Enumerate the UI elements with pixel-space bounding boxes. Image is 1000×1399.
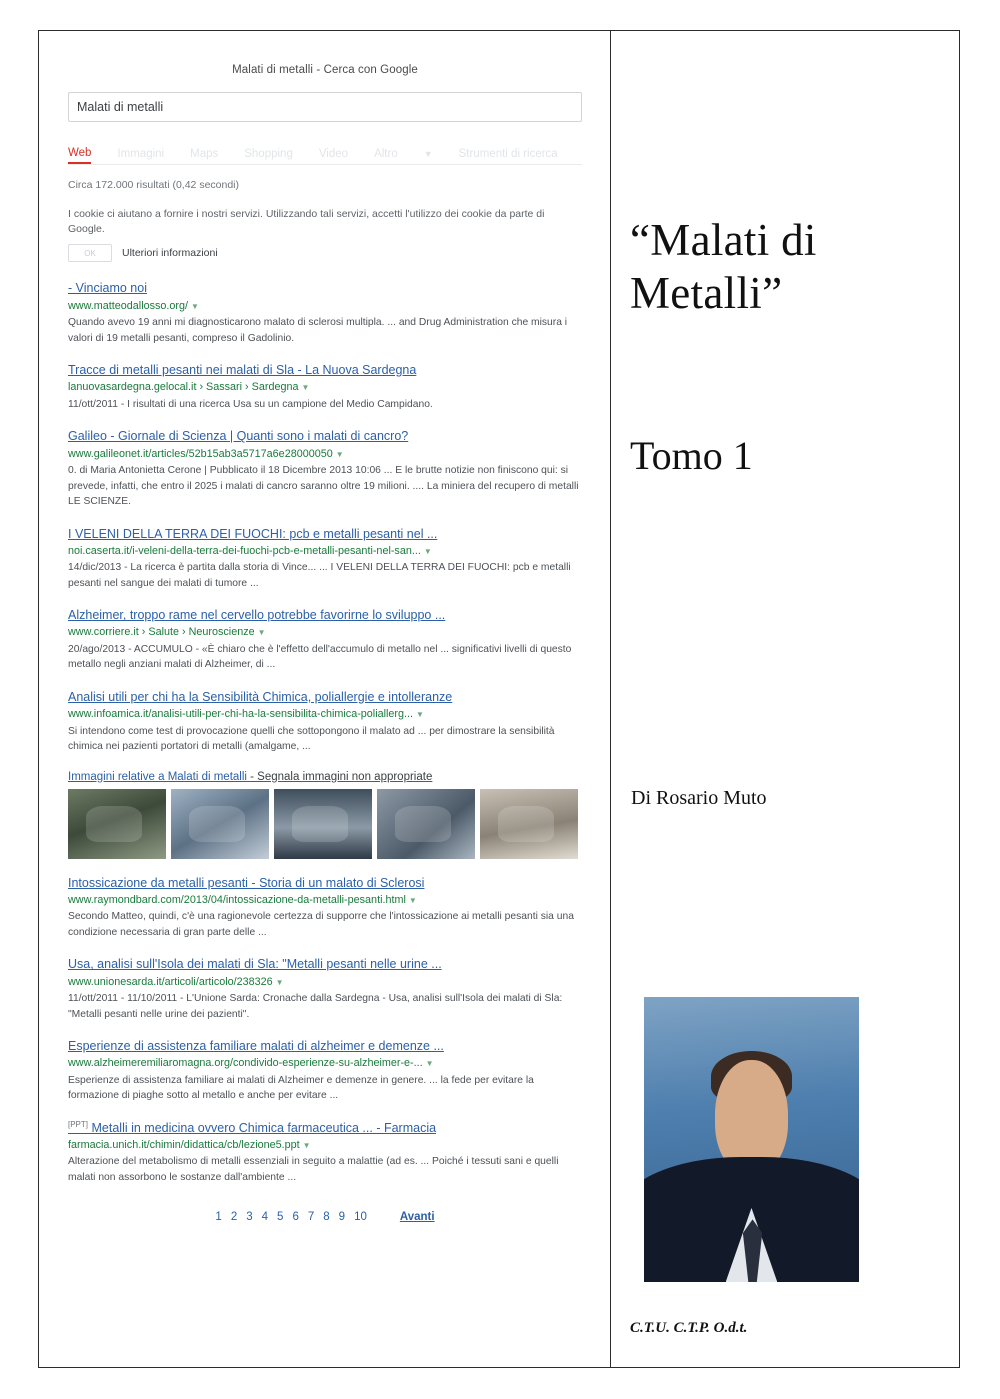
result-title-link[interactable]: Usa, analisi sull'Isola dei malati di Sla: "Metalli pesanti nelle urine ... [68,957,442,972]
result-url-text: www.galileonet.it/articles/52b15ab3a5717a6e28000050 [68,447,333,460]
result-url [68,1056,582,1071]
result-snippet: 11/ott/2011 - 11/10/2011 - L'Unione Sarda: Cronache dalla Sardegna - Usa, analisi sull'Isola dei malati di Sla: "Metalli pesanti nelle urine dei pazienti". [68,993,563,1020]
page-link-8[interactable]: 8 [323,1211,330,1224]
result-title-link[interactable]: Galileo - Giornale di Scienza | Quanti sono i malati di cancro? [68,429,409,444]
image-thumbnail-1[interactable] [68,789,166,859]
page-link-4[interactable]: 4 [261,1211,269,1224]
page-link-9[interactable]: 9 [338,1211,346,1224]
result-url [68,299,582,314]
cookie-ok-button[interactable]: OK [68,244,112,262]
image-thumbnail-4[interactable] [377,789,475,859]
result-url [68,1138,582,1153]
result-url-text: www.alzheimeremiliaromagna.org/condivido-esperienze-su-alzheimer-e-... [68,1057,423,1070]
image-thumbnail-strip [68,789,582,859]
next-page-link[interactable]: Avanti [399,1211,435,1224]
author-portrait-photo [644,997,859,1282]
chevron-down-icon[interactable]: ▼ [257,628,266,638]
image-thumbnail-5[interactable] [480,789,578,859]
chevron-down-icon[interactable]: ▼ [423,546,432,556]
result-url [68,893,582,908]
page-divider [610,30,611,1368]
tab-maps[interactable]: Maps [190,148,219,160]
pagination [68,1211,582,1223]
page-link-1[interactable]: 1 [215,1211,222,1224]
cookie-notice [68,207,582,262]
page-link-2[interactable]: 2 [230,1211,238,1224]
cookie-notice-text: I cookie ci aiutano a fornire i nostri servizi. Utilizzando tali servizi, accetti l'utilizzo dei cookie da parte di Google. [68,208,545,236]
search-result [68,607,582,673]
search-tabs [68,142,582,165]
result-url-text: lanuovasardegna.gelocal.it › Sassari › Sardegna [68,381,299,394]
result-url-text: www.unionesarda.it/articoli/articolo/238326 [68,975,273,988]
result-url-text: noi.caserta.it/i-veleni-della-terra-dei-fuochi-pcb-e-metalli-pesanti-nel-san... [68,544,421,557]
search-result [68,956,582,1022]
result-snippet: Quando avevo 19 anni mi diagnosticarono malato di sclerosi multipla. ... and Drug Administration che misura i valori di 19 metalli pesanti, compreso il Gadolinio. [68,317,568,344]
tab-shopping[interactable]: Shopping [244,148,293,160]
search-results-list [68,280,582,1185]
page-link-10[interactable]: 10 [354,1211,367,1224]
result-url [68,975,582,990]
chevron-down-icon[interactable]: ▼ [191,301,199,311]
image-block-title-link[interactable]: Immagini relative a Malati di metalli [68,770,247,783]
result-url-text: www.infoamica.it/analisi-utili-per-chi-ha-la-sensibilita-chimica-poliallerg... [68,708,414,721]
page-link-3[interactable]: 3 [246,1211,253,1224]
result-url [68,625,582,640]
image-thumbnail-2[interactable] [171,789,269,859]
result-url-text: farmacia.unich.it/chimin/didattica/cb/lezione5.ppt [68,1138,300,1151]
chevron-down-icon[interactable]: ▼ [416,710,424,720]
result-snippet: 14/dic/2013 - La ricerca è partita dalla storia di Vince... ... I VELENI DELLA TERRA DEI FUOCHI: pcb e metalli pesanti nel sangue dei malati di tumore ... [68,562,571,589]
book-cover [612,32,958,1362]
google-search-screenshot [40,32,610,1362]
search-result [68,875,582,941]
cookie-more-info-link[interactable]: Ulteriori informazioni [122,246,218,259]
search-result [68,1120,582,1186]
search-input[interactable] [68,92,582,122]
tab-altro[interactable]: Altro [374,148,398,160]
search-result [68,428,582,509]
search-result [68,1038,582,1104]
result-url [68,707,582,722]
search-result [68,689,582,755]
file-type-badge: [PPT] [68,1119,89,1129]
result-snippet: 11/ott/2011 - I risultati di una ricerca Usa su un campione del Medio Campidano. [68,398,433,410]
result-url [68,544,582,559]
chevron-down-icon: ▼ [423,149,433,159]
cover-title [630,214,950,320]
result-snippet: 20/ago/2013 - ACCUMULO - «È chiaro che è l'effetto dell'accumulo di metallo nel ... significativi livelli di questo metallo negli anziani malati di Alzheimer, di ... [68,644,572,671]
image-thumbnail-3[interactable] [274,789,372,859]
image-results-block [68,771,582,859]
image-block-report-link[interactable]: - Segnala immagini non appropriate [250,770,433,783]
result-title-link[interactable]: Alzheimer, troppo rame nel cervello potrebbe favorirne lo sviluppo ... [68,608,446,623]
result-url-text: www.raymondbard.com/2013/04/intossicazione-da-metalli-pesanti.html [68,893,406,906]
tab-strumenti-di-ricerca[interactable]: Strumenti di ricerca [458,148,558,160]
search-result [68,526,582,592]
chevron-down-icon[interactable]: ▼ [301,383,310,393]
chevron-down-icon[interactable]: ▼ [408,895,417,905]
result-snippet: 0. di Maria Antonietta Cerone | Pubblicato il 18 Dicembre 2013 10:06 ... E le brutte notizie non finiscono qui: si prevede, infatti, che entro il 2025 i malati di cancro saranno oltre 19 milioni. .... La miniera del recupero di metalli LE SCIENZE. [68,465,579,508]
page-link-6[interactable]: 6 [292,1211,299,1224]
search-result [68,362,582,412]
page-link-7[interactable]: 7 [307,1211,315,1224]
result-url [68,380,582,395]
cover-footer-credentials: C.T.U. C.T.P. O.d.t. [630,1320,748,1336]
result-url-text: www.corriere.it › Salute › Neuroscienze [68,626,255,639]
chevron-down-icon[interactable]: ▼ [425,1059,434,1069]
result-title-link[interactable] [68,1120,582,1136]
search-result [68,280,582,346]
result-stats: Circa 172.000 risultati (0,42 secondi) [68,179,240,191]
result-snippet: Esperienze di assistenza familiare ai malati di Alzheimer e demenze in genere. ... la fede per evitare la formazione di piaghe sotto al metallo e anche per evitare ... [68,1074,534,1102]
image-block-title[interactable] [68,771,582,783]
browser-tab-title: Malati di metalli - Cerca con Google [232,64,418,76]
result-title-link[interactable]: Tracce di metalli pesanti nei malati di Sla - La Nuova Sardegna [68,363,417,378]
result-title-link[interactable]: Intossicazione da metalli pesanti - Storia di un malato di Sclerosi [68,875,425,890]
tab-web[interactable]: Web [68,147,91,164]
tab-video[interactable]: Video [318,148,349,160]
result-snippet: Secondo Matteo, quindi, c'è una ragionevole certezza di supporre che l'intossicazione ai metalli pesanti sia una condizione necessaria di gran parte delle ... [68,911,574,938]
search-input-value: Malati di metalli [77,100,164,114]
chevron-down-icon[interactable]: ▼ [335,449,344,459]
result-snippet: Alterazione del metabolismo di metalli essenziali in seguito a malattie (ad es. ... Poiché i tessuti sani e quelli malati non assorbono le sostanze dall'ambiente ... [68,1156,559,1183]
result-title-link[interactable]: I VELENI DELLA TERRA DEI FUOCHI: pcb e metalli pesanti nel ... [68,526,438,541]
page-link-5[interactable]: 5 [277,1211,284,1224]
chevron-down-icon[interactable]: ▼ [302,1140,311,1150]
cover-title-line-2: Metalli” [630,268,783,319]
result-title-text: Metalli in medicina ovvero Chimica farmaceutica ... - Farmacia [91,1120,437,1135]
cover-volume: Tomo 1 [630,433,753,478]
chevron-down-icon[interactable]: ▼ [275,977,284,987]
result-url-text: www.matteodallosso.org/ [68,299,189,312]
cover-title-line-1: “Malati di [630,215,817,265]
tab-immagini[interactable]: Immagini [117,148,165,160]
result-title-link[interactable]: Analisi utili per chi ha la Sensibilità Chimica, poliallergie e intolleranze [68,689,453,704]
result-url [68,447,582,462]
result-title-link[interactable]: Esperienze di assistenza familiare malati di alzheimer e demenze ... [68,1038,444,1053]
result-snippet: Si intendono come test di provocazione quelli che sottopongono il malato ad ... per dimostrare la sensibilità chimica nei pazienti portatori di metalli (amalgame, ... [68,725,555,753]
cover-author: Di Rosario Muto [631,787,767,809]
result-title-link[interactable]: - Vinciamo noi [68,281,147,296]
cookie-notice-actions [68,244,582,262]
